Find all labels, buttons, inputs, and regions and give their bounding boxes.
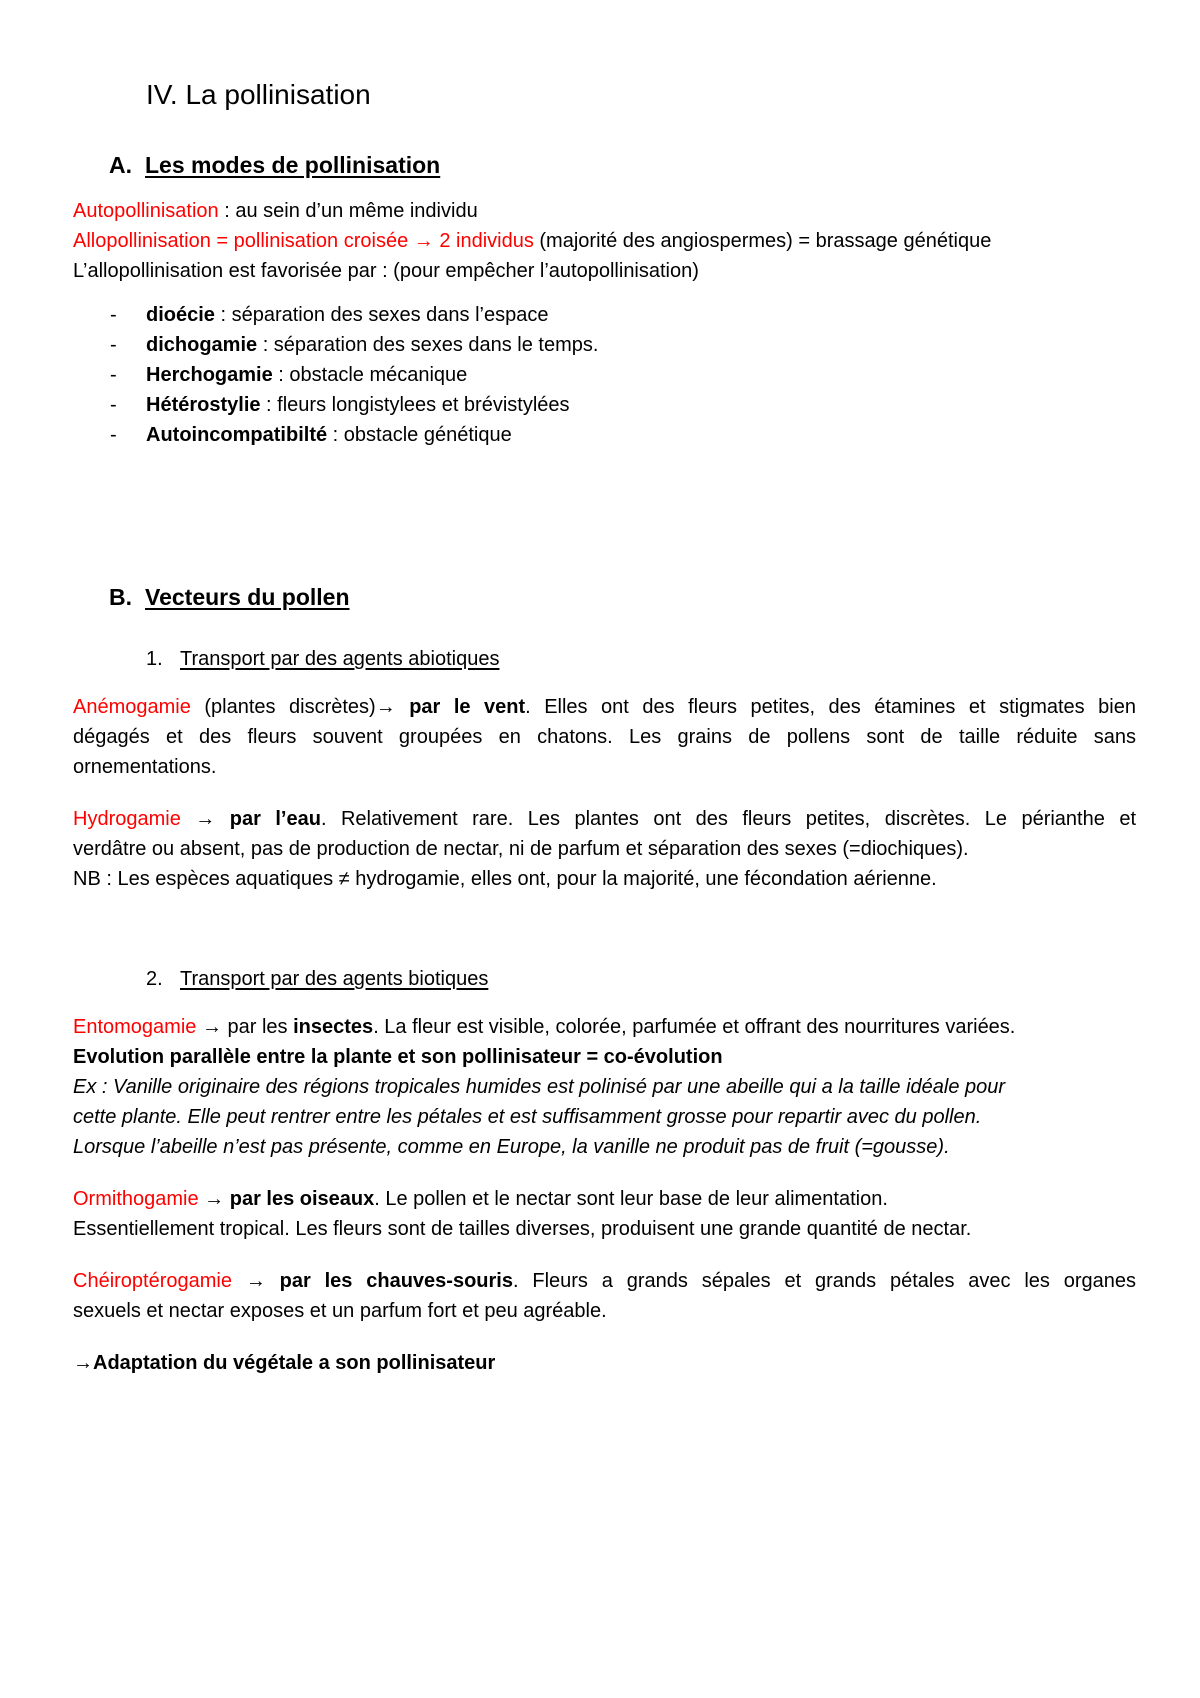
example-line-2: cette plante. Elle peut rentrer entre les pétales et est suffisamment grosse pour repartir avec du pollen. [73, 1106, 982, 1128]
arrow-right-icon: → [201, 1016, 222, 1038]
bullet-dash: - [110, 424, 117, 446]
section-b-number: B. [109, 584, 132, 610]
hydrogamie-line-1 [73, 806, 1136, 832]
subsection-1-number: 1. [146, 648, 163, 670]
list-item [110, 332, 598, 358]
arrow-right-icon: → [204, 1188, 225, 1210]
coevolution-line: Evolution parallèle entre la plante et son pollinisateur = co-évolution [73, 1046, 723, 1068]
anemogamie-line-1 [73, 694, 1136, 720]
anemogamie-term: Anémogamie [73, 696, 191, 718]
anemogamie-line-3: ornementations. [73, 756, 217, 778]
section-a-number: A. [109, 152, 132, 178]
ornithogamie-text-1: . Le pollen et le nectar sont leur base de leur alimentation. [374, 1188, 888, 1210]
autopollinisation-text: : au sein d’un même individu [218, 200, 478, 222]
conclusion-line [73, 1350, 1136, 1376]
allopollinisation-text: (majorité des angiospermes) = brassage génétique [533, 230, 992, 252]
cheiropterogamie-text-1: . Fleurs a grands sépales et grands pétales avec les organes [512, 1270, 1137, 1292]
allopollinisation-term2: 2 individus [439, 230, 534, 252]
bullet-dash: - [110, 334, 117, 356]
section-b-heading [109, 582, 350, 612]
page-title: IV. La pollinisation [146, 79, 371, 110]
cheiropterogamie-line-1 [73, 1268, 1136, 1294]
ornithogamie-line-2: Essentiellement tropical. Les fleurs sont de tailles diverses, produisent une grande quantité de nectar. [73, 1218, 972, 1240]
arrow-right-icon: → [73, 1352, 93, 1374]
hydrogamie-term: Hydrogamie [73, 808, 181, 830]
hydrogamie-vector: par l’eau [215, 808, 321, 830]
section-b-title: Vecteurs du pollen [145, 584, 350, 610]
cheiropterogamie-line-2: sexuels et nectar exposes et un parfum fort et peu agréable. [73, 1300, 607, 1322]
bullet-text: : séparation des sexes dans l’espace [214, 304, 549, 326]
allopollinisation-term: Allopollinisation = pollinisation croisée [73, 230, 409, 252]
cheiropterogamie-vector: par les chauves-souris [265, 1270, 513, 1292]
subsection-2-title: Transport par des agents biotiques [180, 968, 489, 990]
allopollinisation-line [73, 228, 1136, 254]
subsection-2-number: 2. [146, 968, 163, 990]
hydrogamie-text-1: . Relativement rare. Les plantes ont des fleurs petites, discrètes. Le périanthe et [320, 808, 1137, 830]
bullet-term: Herchogamie [146, 364, 273, 386]
bullet-text: : obstacle génétique [327, 424, 512, 446]
entomogamie-text-1: . La fleur est visible, colorée, parfumée et offrant des nourritures variées. [373, 1016, 1016, 1038]
entomogamie-pre: par les [221, 1016, 294, 1038]
example-line-3: Lorsque l’abeille n’est pas présente, comme en Europe, la vanille ne produit pas de fruit (=gousse). [73, 1136, 950, 1158]
bullet-term: Hétérostylie [146, 394, 261, 416]
subsection-2-heading [146, 966, 488, 992]
subsection-1-title: Transport par des agents abiotiques [180, 648, 500, 670]
section-a-heading [109, 150, 440, 180]
list-item [110, 362, 467, 388]
bullet-text: : séparation des sexes dans le temps. [257, 334, 599, 356]
list-item [110, 302, 548, 328]
ornithogamie-vector: par les oiseaux [224, 1188, 375, 1210]
entomogamie-term: Entomogamie [73, 1016, 197, 1038]
list-item [110, 422, 512, 448]
arrow-right-icon: → [413, 230, 434, 252]
ornithogamie-term: Ormithogamie [73, 1188, 199, 1210]
arrow-right-icon: → [375, 696, 396, 718]
entomogamie-vector: insectes [293, 1016, 374, 1038]
anemogamie-text-1: . Elles ont des fleurs petites, des étamines et stigmates bien [525, 696, 1136, 718]
arrow-right-icon: → [245, 1270, 266, 1292]
bullet-term: dioécie [146, 304, 215, 326]
favor-line: L’allopollinisation est favorisée par : (pour empêcher l’autopollinisation) [73, 260, 699, 282]
cheiropterogamie-term: Chéiroptérogamie [73, 1270, 232, 1292]
ornithogamie-line-1 [73, 1186, 1136, 1212]
bullet-dash: - [110, 394, 117, 416]
hydrogamie-line-2: verdâtre ou absent, pas de production de nectar, ni de parfum et séparation des sexes (=diochiques). [73, 838, 969, 860]
subsection-1-heading [146, 646, 499, 672]
anemogamie-vector: par le vent [395, 696, 526, 718]
bullet-term: dichogamie [146, 334, 258, 356]
hydrogamie-nb: NB : Les espèces aquatiques ≠ hydrogamie, elles ont, pour la majorité, une fécondation aérienne. [73, 868, 937, 890]
section-a-title: Les modes de pollinisation [145, 152, 441, 178]
bullet-dash: - [110, 364, 117, 386]
list-item [110, 392, 570, 418]
anemogamie-pre: (plantes discrètes) [190, 696, 376, 718]
bullet-term: Autoincompatibilté [146, 424, 328, 446]
conclusion-text: Adaptation du végétale a son pollinisateur [93, 1352, 496, 1374]
bullet-text: : obstacle mécanique [272, 364, 468, 386]
autopollinisation-term: Autopollinisation [73, 200, 219, 222]
bullet-text: : fleurs longistylees et brévistylées [260, 394, 570, 416]
example-line-1: Ex : Vanille originaire des régions tropicales humides est polinisé par une abeille qui a la taille idéale pour [73, 1076, 1006, 1098]
entomogamie-line-1 [73, 1014, 1136, 1040]
autopollinisation-line [73, 198, 1136, 224]
bullet-dash: - [110, 304, 117, 326]
arrow-right-icon: → [195, 808, 216, 830]
anemogamie-line-2: dégagés et des fleurs souvent groupées en chatons. Les grains de pollens sont de taille réduite sans [73, 726, 1136, 748]
